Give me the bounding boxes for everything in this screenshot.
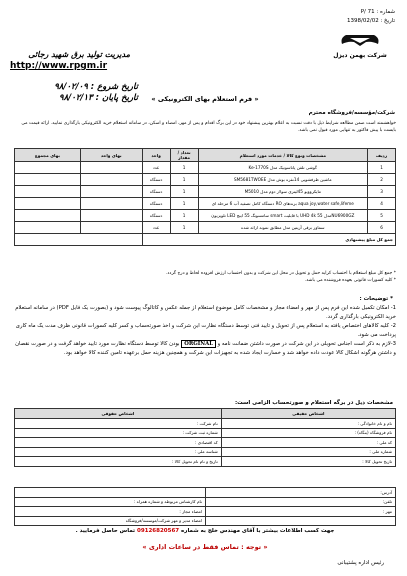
dates-block [8, 82, 138, 104]
table-row [15, 419, 396, 429]
signature-table [14, 487, 396, 526]
table-row [15, 174, 396, 186]
table-row [15, 162, 396, 174]
note-3-pre: 3-لازم به ذکر است اجناس تحویلی در این شرکت در صورت داشتن ضمانت نامه و [217, 341, 396, 347]
bahman-diesel-logo-icon [338, 30, 382, 50]
note-3 [14, 340, 396, 358]
row-unit-price[interactable] [80, 222, 142, 234]
spec-field[interactable]: نام و نام خانوادگی : [221, 419, 395, 429]
row-unit: عدد [142, 162, 170, 174]
notes-title: * توضیحات : [359, 296, 393, 302]
row-unit-price[interactable] [80, 174, 142, 186]
sign-field[interactable] [206, 516, 396, 526]
row-total-price[interactable] [15, 174, 81, 186]
contact-line [14, 528, 396, 534]
table-row [15, 428, 396, 438]
row-qty: 1 [170, 186, 198, 198]
spec-field[interactable]: نام فروشگاه (بنگاه) : [221, 428, 395, 438]
number-label: شماره : [376, 9, 395, 15]
intro-paragraph: خواهشمند است ضمن مطالعه شرایط ذیل با دقت نسبت به اعلام بهترین پیشنهاد خود در این برگ اقدام و پس از مهر، امضاء و اسکن، در سامانه استعلام خرید الکترونیکی بارگذاری نمایید. ارائه قیمت می بایست با پیش فاکتور به تنهایی مورد قبول نمی باشد. [21, 121, 396, 133]
total-label: جمع کل مبلغ پیشنهادی [142, 234, 395, 246]
spec-field[interactable]: کد ملی : [221, 438, 395, 448]
total-row [15, 234, 396, 246]
row-unit-price[interactable] [80, 210, 142, 222]
spec-field[interactable]: تاریخ تحویل کالا : [221, 457, 395, 467]
spec-table [14, 408, 396, 467]
row-unit: دستگاه [142, 174, 170, 186]
row-description: تلویزیون LED سامسونگ 55 اینچ smart با قابلیت UHD 4k مدل 55NU6900GZ [198, 210, 367, 222]
sign-field[interactable]: امضاء مدیر و مهر شرکت/موسسه/فروشگاه [15, 516, 206, 526]
row-qty: 1 [170, 222, 198, 234]
spec-field[interactable]: نام شرکت : [15, 419, 222, 429]
company-logo [325, 30, 395, 59]
header-meta [310, 8, 395, 26]
row-number: 5 [368, 210, 396, 222]
col-description: مشخصات ونوع کالا / خدمات مورد استعلام [198, 149, 367, 162]
row-total-price[interactable] [15, 222, 81, 234]
row-number: 4 [368, 198, 396, 210]
spec-title: مشخصات ذیل در برگه استعلام و صورتحساب الزامی است: [234, 400, 393, 406]
row-number: 1 [368, 162, 396, 174]
spec-field[interactable]: شناسه ملی : [15, 447, 222, 457]
logo-caption: شرکت بهمن دیزل [333, 52, 387, 59]
mid-notes [14, 270, 396, 284]
sign-field[interactable]: نام کارشناس مربوطه و شماره همراه : [15, 497, 206, 507]
col-row: ردیف [368, 149, 396, 162]
notes-block [14, 304, 396, 358]
row-total-price[interactable] [15, 162, 81, 174]
mid-note-1: * جمع کل مبلغ استعلام با احتساب کرایه حمل و تحویل در محل این شرکت و بدون احتساب ارزش افزوده لحاظ و درج گردد. [166, 271, 396, 276]
table-row [15, 198, 396, 210]
mid-note-2: * کلیه کسورات قانونی بعهده فروشنده می باشد. [304, 278, 396, 283]
company-block [10, 50, 130, 71]
row-number: 6 [368, 222, 396, 234]
sign-field[interactable]: امضاء مجاز : [15, 507, 206, 517]
col-natural-persons: اشخاص حقیقی [221, 409, 395, 419]
row-unit: عدد [142, 222, 170, 234]
spec-field[interactable]: شماره ثبت شرکت : [15, 428, 222, 438]
spec-field[interactable]: شماره ملی : [221, 447, 395, 457]
contact-phone[interactable]: 09126820567 [137, 528, 180, 534]
col-unit: واحد [142, 149, 170, 162]
table-row [15, 186, 396, 198]
sign-field[interactable]: مهر : [206, 507, 396, 517]
row-unit-price[interactable] [80, 162, 142, 174]
contact-pre: جهت کسب اطلاعات بیشتر با آقای مهندس خلج به شماره [181, 528, 335, 534]
row-number: 3 [368, 186, 396, 198]
spec-field[interactable]: کد اقتصادی : [15, 438, 222, 448]
table-row [15, 457, 396, 467]
row-unit-price[interactable] [80, 198, 142, 210]
sign-field[interactable]: آدرس: [206, 488, 396, 498]
row-total-price[interactable] [15, 198, 81, 210]
col-legal-persons: اشخاص حقوقی [15, 409, 222, 419]
company-title: مدیریت تولید برق شهید رجائی [28, 50, 130, 59]
table-row [15, 516, 396, 526]
spec-header-row [15, 409, 396, 419]
form-title: « فرم استعلام بهای الکترونیکی » [151, 95, 259, 103]
date-label: تاریخ : [380, 18, 395, 24]
row-qty: 1 [170, 162, 198, 174]
row-unit-price[interactable] [80, 186, 142, 198]
note-1: 1- امکان تکمیل شده این فرم پس از مهر و امضاء مجاز و مشخصات کامل موضوع استعلام از جمله عکس و کاتالوگ پیوست شود و (بصورت یک فایل PDF) در سامانه استعلام خرید الکترونیکی بارگذاری گردد. [15, 305, 396, 320]
col-total-price: بهای مجموع [15, 149, 81, 162]
col-unit-price: بهای واحد [80, 149, 142, 162]
table-row [15, 488, 396, 498]
table-row [15, 497, 396, 507]
items-table [14, 148, 396, 246]
total-value[interactable] [15, 234, 143, 246]
table-row [15, 447, 396, 457]
recipient-line: شرکت/مؤسسه/فروشگاه محترم [308, 110, 395, 116]
row-qty: 1 [170, 210, 198, 222]
row-description: سماور برقی آریتین مدل مطابق نمونه ارائه شده [198, 222, 367, 234]
row-total-price[interactable] [15, 186, 81, 198]
row-unit: دستگاه [142, 198, 170, 210]
sign-field[interactable] [15, 488, 206, 498]
col-qty: تعداد / مقدار [170, 149, 198, 162]
date-value: 1398/02/02 [347, 18, 379, 24]
table-row [15, 438, 396, 448]
office-hours-note: « توجه : تماس فقط در ساعات اداری » [142, 543, 268, 551]
table-row [15, 507, 396, 517]
contact-post: تماس حاصل فرمایید . [75, 528, 136, 534]
note-3-post: بودن کالا توسط دستگاه نظارت مورد تایید خواهد گرفت و در صورت نقصان و داشتن هرگونه اشکال کالا عودت داده خواهد شد و خسارت ایجاد شده به تجهیزات این شرکت و همچنین هزینه حمل برعهده تامین کننده کالا خواهد بود. [15, 341, 396, 356]
original-badge: ORGINAL [181, 340, 216, 348]
number-value: P/ 71 [360, 9, 375, 15]
row-description: SM5681TWOEE ماشین ظرفشویی 14نفره بوش مدل [198, 174, 367, 186]
footer-signature: رئیس اداره پشتیبانی [337, 560, 384, 566]
company-url[interactable]: http://www.rpgm.ir [10, 61, 108, 71]
end-date: تاریخ پایان : ۹۸/۰۲/۱۳ [59, 93, 138, 103]
note-2: 2- کلیه کالاهای اختصاص یافته به استعلام پس از تحویل و تایید فنی توسط دستگاه نظارت این شرکت و اخذ صورتحساب و کسر کلیه کسورات قانونی ظرف مدت یک ماه کاری پرداخت می شود. [15, 323, 396, 338]
row-unit: دستگاه [142, 186, 170, 198]
start-date: تاریخ شروع : ۹۸/۰۲/۰۹ [54, 82, 138, 92]
row-qty: 1 [170, 174, 198, 186]
row-description: M5010 مایکروویو 45لیتری سولار دوم مدل [198, 186, 367, 198]
row-description: دستگاه کامل تصفیه آب 6 مرحله ای RO برندهای aqua joy,water safe,lifeme [198, 198, 367, 210]
row-qty: 1 [170, 198, 198, 210]
table-row [15, 210, 396, 222]
items-header-row [15, 149, 396, 162]
row-description: Ke-1770S گوشی تلفن پاناسونیک مدل [198, 162, 367, 174]
row-number: 2 [368, 174, 396, 186]
row-unit: دستگاه [142, 210, 170, 222]
sign-field[interactable]: تلفن: [206, 497, 396, 507]
spec-field[interactable]: تاریخ و نام نام تحویل کالا : [15, 457, 222, 467]
table-row [15, 222, 396, 234]
row-total-price[interactable] [15, 210, 81, 222]
